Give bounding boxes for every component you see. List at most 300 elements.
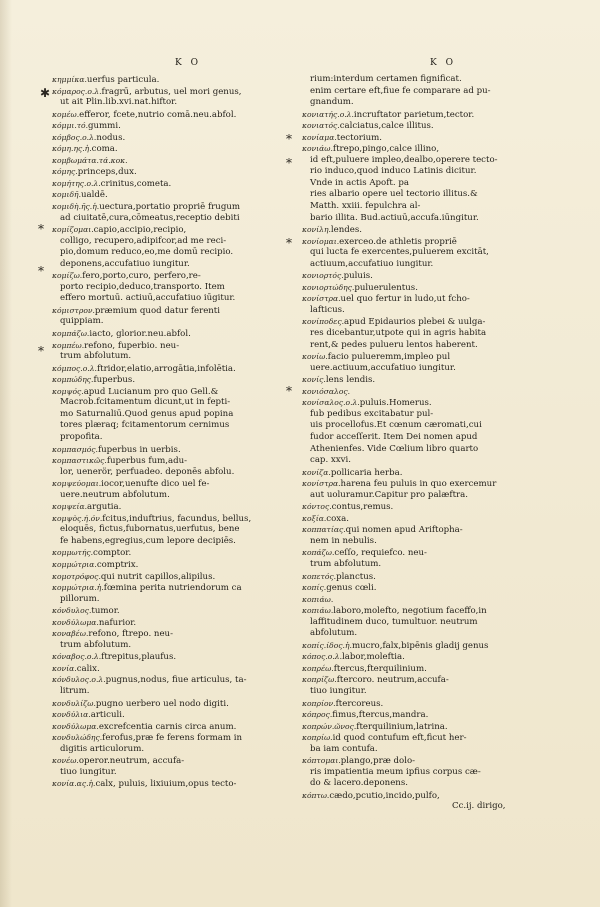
latin-gloss: calx, puluis, lixiuium,opus tecto-	[95, 779, 237, 790]
dictionary-line	[302, 166, 518, 178]
latin-gloss: ftrepitus,plaufus.	[101, 652, 177, 663]
latin-gloss: abfolutum.	[310, 628, 358, 639]
dictionary-line	[52, 86, 262, 98]
dictionary-line	[52, 524, 262, 536]
latin-gloss: pugnus,nodus, fiue articulus, ta-	[105, 675, 247, 686]
latin-gloss: lendes.	[330, 225, 363, 236]
dictionary-line	[52, 640, 262, 652]
greek-headword: κοπάζω.	[302, 548, 335, 558]
greek-headword: κονίαμα.	[302, 132, 337, 142]
dictionary-line	[302, 732, 518, 744]
greek-headword: κοππατίας.	[302, 525, 346, 535]
latin-gloss: trum abfolutum.	[60, 351, 132, 362]
dictionary-line	[52, 651, 262, 663]
latin-gloss: deponens,accufatiuo iungitur.	[60, 258, 190, 269]
latin-gloss: rio induco,quod induco Latinis dicitur.	[310, 166, 477, 177]
greek-headword: κονδύλια.	[52, 710, 91, 720]
greek-headword: κομβωμάτα.τά.κοκ.	[52, 155, 128, 165]
latin-gloss: uerfus particula.	[86, 75, 160, 85]
greek-headword: κοπιάω.	[302, 606, 334, 616]
greek-headword: κοπρίω.	[302, 733, 333, 743]
latin-gloss: fuperbus fum,adu-	[106, 456, 188, 467]
dictionary-line	[52, 744, 262, 756]
latin-gloss: rent,& pedes pulueru lentos haberent.	[310, 339, 478, 350]
dictionary-line	[302, 536, 518, 548]
dictionary-line	[52, 467, 262, 479]
greek-headword: κοναβέω.	[52, 629, 89, 639]
margin-star-mark: *	[38, 222, 44, 236]
dictionary-line	[302, 120, 518, 132]
latin-gloss: fudor acceſſerit. Item Dei nomen apud	[310, 431, 478, 442]
dictionary-line	[52, 571, 262, 583]
latin-gloss: mo Saturnaliū.Quod genus apud popina	[60, 408, 234, 419]
latin-gloss: fero,porto,curo, perfero,re-	[82, 271, 201, 282]
latin-gloss: iocor,uenufte dico uel fe-	[101, 479, 210, 490]
dictionary-line	[302, 524, 518, 536]
latin-gloss: cap. xxvi.	[310, 455, 351, 466]
latin-gloss: id quod contufum eft,ficut her-	[332, 733, 467, 744]
dictionary-line	[302, 582, 518, 594]
dictionary-line	[52, 594, 262, 606]
dictionary-line	[302, 432, 518, 444]
dictionary-line	[302, 259, 518, 271]
dictionary-line	[302, 744, 518, 756]
margin-star-mark: *	[38, 264, 44, 278]
greek-headword: κόμπος.ο.λ.	[52, 363, 97, 373]
dictionary-line	[52, 340, 262, 352]
greek-headword: κονίζα.	[302, 467, 331, 477]
latin-gloss: quippiam.	[60, 316, 104, 327]
dictionary-line	[302, 628, 518, 640]
greek-headword: κονίστρα.	[302, 294, 341, 304]
dictionary-line	[52, 189, 262, 201]
dictionary-line	[302, 709, 518, 721]
latin-gloss: Macrob.fcitamentum dicunt,ut in fepti-	[60, 397, 231, 408]
latin-gloss: ftercoreus.	[335, 698, 384, 709]
dictionary-line	[52, 721, 262, 733]
greek-headword: κομπάζω.	[52, 329, 90, 339]
dictionary-line	[302, 698, 518, 710]
greek-headword: κόντος.	[302, 502, 332, 512]
dictionary-line	[302, 686, 518, 698]
dictionary-line	[52, 316, 262, 328]
greek-headword: κοπρίζω.	[302, 675, 337, 685]
right-column	[302, 74, 518, 813]
latin-gloss: qui lucta fe exercentes,puluerem excitāt,	[310, 247, 489, 258]
latin-gloss: genus cœli.	[326, 583, 377, 594]
greek-headword: κομψεία.	[52, 502, 88, 512]
dictionary-line	[302, 663, 518, 675]
greek-headword: κονιάω.	[302, 144, 333, 154]
latin-gloss: gnandum.	[310, 97, 354, 108]
dictionary-line	[302, 213, 518, 225]
latin-gloss: capio,accipio,recipio,	[93, 225, 187, 236]
dictionary-line	[52, 698, 262, 710]
dictionary-line	[302, 778, 518, 790]
latin-gloss: res dicebantur,utpote qui in agris habita	[310, 328, 487, 339]
greek-headword: κονιόσαλος.	[302, 386, 351, 396]
dictionary-line	[52, 432, 262, 444]
dictionary-line	[52, 455, 262, 467]
dictionary-line	[52, 559, 262, 571]
dictionary-line	[52, 143, 262, 155]
latin-gloss: ries albario opere uel tectorio illitus.&	[310, 189, 478, 200]
dictionary-line	[52, 201, 262, 213]
latin-gloss: rium:interdum certamen fignificat.	[310, 74, 462, 84]
latin-gloss: do & lacero.deponens.	[310, 778, 408, 789]
dictionary-line	[302, 594, 518, 606]
latin-gloss: fe habens,egregius,cum lepore decipiēs.	[60, 535, 236, 546]
latin-gloss: iacto, glorior.neu.abfol.	[89, 329, 191, 340]
greek-headword: κομμώτρια.	[52, 559, 97, 569]
dictionary-line	[52, 363, 262, 375]
dictionary-line	[52, 582, 262, 594]
dictionary-line	[302, 351, 518, 363]
greek-headword: κομπασμός.	[52, 444, 98, 454]
greek-headword: κονία.	[52, 663, 77, 673]
dictionary-line	[52, 605, 262, 617]
dictionary-line	[52, 732, 262, 744]
dictionary-line	[302, 97, 518, 109]
greek-headword: κονία.ας.ἡ.	[52, 779, 96, 789]
dictionary-line	[302, 132, 518, 144]
latin-gloss: mucro,falx,bipēnis gladij genus	[351, 640, 489, 651]
latin-gloss: labor,moleftia.	[342, 652, 405, 663]
dictionary-line	[302, 363, 518, 375]
latin-gloss: operor.neutrum, accufa-	[78, 756, 185, 767]
latin-gloss: ftercoro. neutrum,accufa-	[336, 675, 449, 686]
greek-headword: κομιδῆ.	[52, 190, 81, 200]
dictionary-line	[52, 178, 262, 190]
latin-gloss: fterquilinium,latrina.	[356, 721, 448, 732]
dictionary-line	[52, 444, 262, 456]
dictionary-line	[52, 109, 262, 121]
dictionary-line	[52, 270, 262, 282]
latin-gloss: ad ciuitatē,cura,cōmeatus,receptio debiti	[60, 212, 240, 223]
dictionary-line	[52, 282, 262, 294]
greek-headword: κονιατός.	[302, 121, 340, 131]
dictionary-line	[302, 178, 518, 190]
dictionary-line	[302, 559, 518, 571]
latin-gloss: uectura,portatio propriē frugum	[99, 202, 241, 213]
dictionary-line	[52, 617, 262, 629]
latin-gloss: nafurior.	[98, 617, 137, 628]
greek-headword: κοπετός.	[302, 571, 337, 581]
dictionary-line	[302, 651, 518, 663]
dictionary-line	[302, 721, 518, 733]
dictionary-line	[52, 213, 262, 225]
dictionary-line	[52, 166, 262, 178]
latin-gloss: refono, ftrepo. neu-	[88, 629, 173, 640]
dictionary-line	[302, 513, 518, 525]
latin-gloss: puluis.Homerus.	[359, 398, 432, 409]
latin-gloss: efferor, fcete,nutrio comā.neu.abfol.	[79, 109, 237, 120]
latin-gloss: gummi.	[88, 121, 121, 132]
dictionary-line	[302, 328, 518, 340]
latin-gloss: calix.	[76, 663, 100, 674]
dictionary-line	[302, 501, 518, 513]
dictionary-line	[52, 386, 262, 398]
greek-headword: κόπτω.	[302, 790, 330, 800]
latin-gloss: ceſſo, requiefco. neu-	[334, 548, 427, 559]
latin-gloss: crinitus,cometa.	[100, 178, 172, 189]
greek-headword: κονδυλίζω.	[52, 698, 96, 708]
latin-gloss: ba iam contufa.	[310, 743, 378, 754]
latin-gloss: Athenienfes. Vide Cœlium libro quarto	[310, 443, 479, 454]
greek-headword: κόμης.	[52, 167, 78, 177]
greek-headword: κομπέω.	[52, 340, 85, 350]
latin-gloss: pio,domum reduco,eo,me domū recipio.	[60, 247, 234, 258]
dictionary-line	[52, 628, 262, 640]
dictionary-line	[302, 236, 518, 248]
left-column	[52, 74, 262, 790]
margin-star-mark: *	[286, 156, 292, 170]
greek-headword: κονιορτός.	[302, 271, 344, 281]
latin-gloss: tectorium.	[336, 132, 383, 143]
dictionary-line	[52, 674, 262, 686]
latin-gloss: fuperbus.	[93, 375, 136, 386]
latin-gloss: apud Lucianum pro quo Gell.&	[83, 386, 219, 397]
dictionary-line	[52, 478, 262, 490]
greek-headword: κονιορτώδης.	[302, 282, 355, 292]
greek-headword: κόνδυλος.	[52, 606, 92, 616]
dictionary-line	[302, 397, 518, 409]
latin-gloss: uere.neutrum abfolutum.	[60, 489, 170, 500]
latin-gloss: Vnde in actis Apoft. pa	[310, 177, 409, 188]
latin-gloss: enim certare eft,fiue fe comparare ad pu-	[310, 85, 491, 96]
dictionary-line	[52, 397, 262, 409]
greek-headword: κομήτης.ο.λ.	[52, 178, 101, 188]
greek-headword: κομίζω.	[52, 271, 83, 281]
latin-gloss: propofita.	[60, 431, 103, 442]
dictionary-line	[52, 120, 262, 132]
greek-headword: κοπρών.ῶνος.	[302, 721, 357, 731]
dictionary-line	[302, 455, 518, 467]
dictionary-line	[302, 674, 518, 686]
dictionary-line	[302, 386, 518, 398]
dictionary-line	[302, 224, 518, 236]
latin-gloss: puluis.	[343, 271, 373, 282]
dictionary-line	[52, 501, 262, 513]
greek-headword: κόμμι.τό.	[52, 121, 88, 131]
latin-gloss: articuli.	[90, 710, 125, 721]
dictionary-line	[52, 513, 262, 525]
dictionary-line	[302, 478, 518, 490]
latin-gloss: fuperbus in uerbis.	[97, 444, 181, 455]
greek-headword: κομπώδης.	[52, 375, 94, 385]
dictionary-line	[52, 293, 262, 305]
dictionary-line	[302, 640, 518, 652]
greek-headword: κομίζομαι.	[52, 225, 94, 235]
latin-gloss: harena feu puluis in quo exercemur	[340, 479, 497, 490]
latin-gloss: ftridor,elatio,arrogātia,infolētia.	[96, 363, 236, 374]
margin-star-mark: *	[286, 132, 292, 146]
dictionary-line	[302, 374, 518, 386]
latin-gloss: ftrepo,pingo,calce illino,	[332, 144, 440, 155]
greek-headword: κομοτρόφος.	[52, 571, 101, 581]
latin-gloss: qui nutrit capillos,alipilus.	[100, 571, 216, 582]
latin-gloss: comptor.	[93, 548, 132, 559]
dictionary-line	[302, 617, 518, 629]
latin-gloss: incruftator parietum,tector.	[353, 109, 475, 120]
latin-gloss: pillorum.	[60, 593, 100, 604]
latin-gloss: fimus,ftercus,mandra.	[332, 710, 429, 721]
latin-gloss: plango,præ dolo-	[340, 756, 416, 767]
dictionary-line	[302, 305, 518, 317]
running-head-right: K O	[430, 58, 456, 68]
latin-gloss: trum abfolutum.	[60, 639, 132, 650]
latin-gloss: bario illita. Bud.actiuū,accufa.iūngitur.	[310, 212, 479, 223]
latin-gloss: nem in nebulis.	[310, 535, 377, 546]
running-head-left: K O	[175, 58, 201, 68]
dictionary-line	[302, 316, 518, 328]
latin-gloss: ferofus,præ fe ferens formam in	[102, 733, 243, 744]
latin-gloss: eloquēs, fictus,fubornatus,uerfutus, bene	[60, 524, 240, 535]
dictionary-line	[302, 444, 518, 456]
dictionary-line	[302, 282, 518, 294]
greek-headword: κονίς.	[302, 375, 326, 385]
latin-gloss: pollicaria herba.	[330, 467, 403, 478]
greek-headword: κομψεύομαι.	[52, 479, 102, 489]
greek-headword: κονίσαλος.ο.λ.	[302, 398, 360, 408]
greek-headword: κονιατής.ο.λ.	[302, 109, 354, 119]
latin-gloss: coxa.	[326, 513, 349, 524]
greek-headword: κόνδυλος.ο.λ.	[52, 675, 106, 685]
dictionary-line	[302, 143, 518, 155]
latin-gloss: actiuum,accufatiuo iungitur.	[310, 258, 434, 269]
dictionary-line	[302, 467, 518, 479]
latin-gloss: ualdē.	[81, 190, 108, 201]
dictionary-line	[302, 547, 518, 559]
greek-headword: κονδύλωμα.	[52, 721, 99, 731]
latin-gloss: trum abfolutum.	[310, 558, 382, 569]
latin-gloss: fub pedibus excitabatur pul-	[310, 408, 434, 419]
dictionary-line	[302, 201, 518, 213]
greek-headword: κόναβος.ο.λ.	[52, 652, 102, 662]
latin-gloss: tiuo iungitur.	[310, 685, 367, 696]
latin-gloss: contus,remus.	[331, 502, 394, 513]
greek-headword: κομψός.	[52, 386, 84, 396]
greek-headword: κονίστρα.	[302, 479, 341, 489]
dictionary-line	[52, 155, 262, 167]
dictionary-line	[52, 224, 262, 236]
greek-headword: κομμωτής.	[52, 548, 94, 558]
dictionary-line	[302, 571, 518, 583]
latin-gloss: Cc.ij. dirigo,	[452, 801, 506, 812]
margin-star-mark: *	[286, 384, 292, 398]
dictionary-line	[302, 270, 518, 282]
greek-headword: κοπίς.	[302, 583, 327, 593]
greek-headword: κόμαρος.ο.λ.	[52, 86, 102, 96]
dictionary-line	[52, 305, 262, 317]
dictionary-line	[52, 374, 262, 386]
dictionary-line	[52, 97, 262, 109]
greek-headword: κονδύλωμα.	[52, 617, 99, 627]
latin-gloss: tores plæraq; fcitamentorum cernimus	[60, 420, 230, 431]
dictionary-line	[302, 790, 518, 802]
dictionary-line	[52, 351, 262, 363]
latin-gloss: comptrix.	[96, 559, 139, 570]
greek-headword: κόμη.ης.ἡ.	[52, 144, 92, 154]
greek-headword: κόπος.ο.λ.	[302, 652, 342, 662]
greek-headword: κοπρέω.	[302, 663, 334, 673]
dictionary-line	[52, 547, 262, 559]
latin-gloss: lafticus.	[310, 304, 345, 315]
dictionary-line	[52, 755, 262, 767]
latin-gloss: laffitudinem duco, tumultuor. neutrum	[310, 616, 478, 627]
dictionary-line	[302, 247, 518, 259]
latin-gloss: cædo,pcutio,incido,pulfo,	[329, 790, 440, 801]
latin-gloss: porto recipio,deduco,transporto. Item	[60, 281, 225, 292]
latin-gloss: tumor.	[91, 606, 120, 617]
latin-gloss: litrum.	[60, 685, 90, 696]
dictionary-line	[302, 74, 518, 86]
latin-gloss: qui nomen apud Ariftopha-	[345, 525, 463, 536]
latin-gloss: aut uoluramur.Capitur pro palæftra.	[310, 489, 468, 500]
greek-headword: κονίομαι.	[302, 236, 340, 246]
dictionary-line	[52, 778, 262, 790]
dictionary-line	[302, 409, 518, 421]
dictionary-line	[52, 709, 262, 721]
greek-headword: κομέω.	[52, 109, 80, 119]
greek-headword: κημμίκα.	[52, 75, 87, 84]
greek-headword: κόμβος.ο.λ.	[52, 132, 97, 142]
latin-gloss: lor, uenerör, perfuadeo. deponēs abfolu.	[60, 466, 235, 477]
latin-gloss: apud Epidaurios plebei & uulga-	[344, 317, 486, 328]
dictionary-line	[302, 293, 518, 305]
greek-headword: κονίλη.	[302, 225, 331, 235]
dictionary-line	[302, 86, 518, 98]
latin-gloss: fcitus,induftrius, facundus, bellus,	[102, 513, 252, 524]
dictionary-line	[302, 755, 518, 767]
greek-headword: κοπίς.ίδος.ἡ.	[302, 640, 352, 650]
latin-gloss: uel quo fertur in ludo,ut fcho-	[340, 294, 470, 305]
latin-gloss: puluerulentus.	[354, 282, 418, 293]
dictionary-line	[302, 155, 518, 167]
greek-headword: κονίω.	[302, 352, 328, 362]
latin-gloss: digitis articulorum.	[60, 743, 145, 754]
dictionary-line	[52, 420, 262, 432]
latin-gloss: uere.actiuum,accufatiuo iungitur.	[310, 362, 456, 373]
latin-gloss: uis procellofus.Et cœnum cæromati,cui	[310, 420, 482, 431]
dictionary-line	[52, 328, 262, 340]
greek-headword: κοπρίον.	[302, 698, 336, 708]
greek-headword: κομψὸς.ή.όν.	[52, 513, 103, 523]
latin-gloss: fœmina perita nutriendorum ca	[103, 583, 242, 594]
dictionary-line	[52, 490, 262, 502]
latin-gloss: effero mortuū. actiuū,accufatiuo iūgitur.	[60, 293, 236, 304]
latin-gloss: princeps,dux.	[77, 167, 137, 178]
latin-gloss: Matth. xxiii. fepulchra al-	[310, 201, 421, 212]
dictionary-line	[52, 536, 262, 548]
latin-gloss: exerceo.de athletis propriē	[339, 236, 457, 247]
greek-headword: κονδυλώδης.	[52, 733, 103, 743]
latin-gloss: coma.	[91, 144, 118, 155]
greek-headword: κονίποδες.	[302, 317, 345, 327]
latin-gloss: ftercus,fterquilinium.	[333, 663, 427, 674]
latin-gloss: præmium quod datur ferenti	[94, 305, 221, 316]
latin-gloss: planctus.	[336, 571, 376, 582]
latin-gloss: pugno uerbero uel nodo digiti.	[95, 698, 229, 709]
dictionary-line	[302, 109, 518, 121]
latin-gloss: colligo, recupero,adipifcor,ad me reci-	[60, 235, 227, 246]
dictionary-line	[52, 663, 262, 675]
dictionary-line	[52, 247, 262, 259]
latin-gloss: tiuo iungitur.	[60, 766, 117, 777]
greek-headword: κομιδὴ.ῆς.ἡ.	[52, 202, 100, 212]
margin-pointer-mark: ✱	[40, 86, 51, 100]
greek-headword: κόμιστρον.	[52, 305, 95, 315]
